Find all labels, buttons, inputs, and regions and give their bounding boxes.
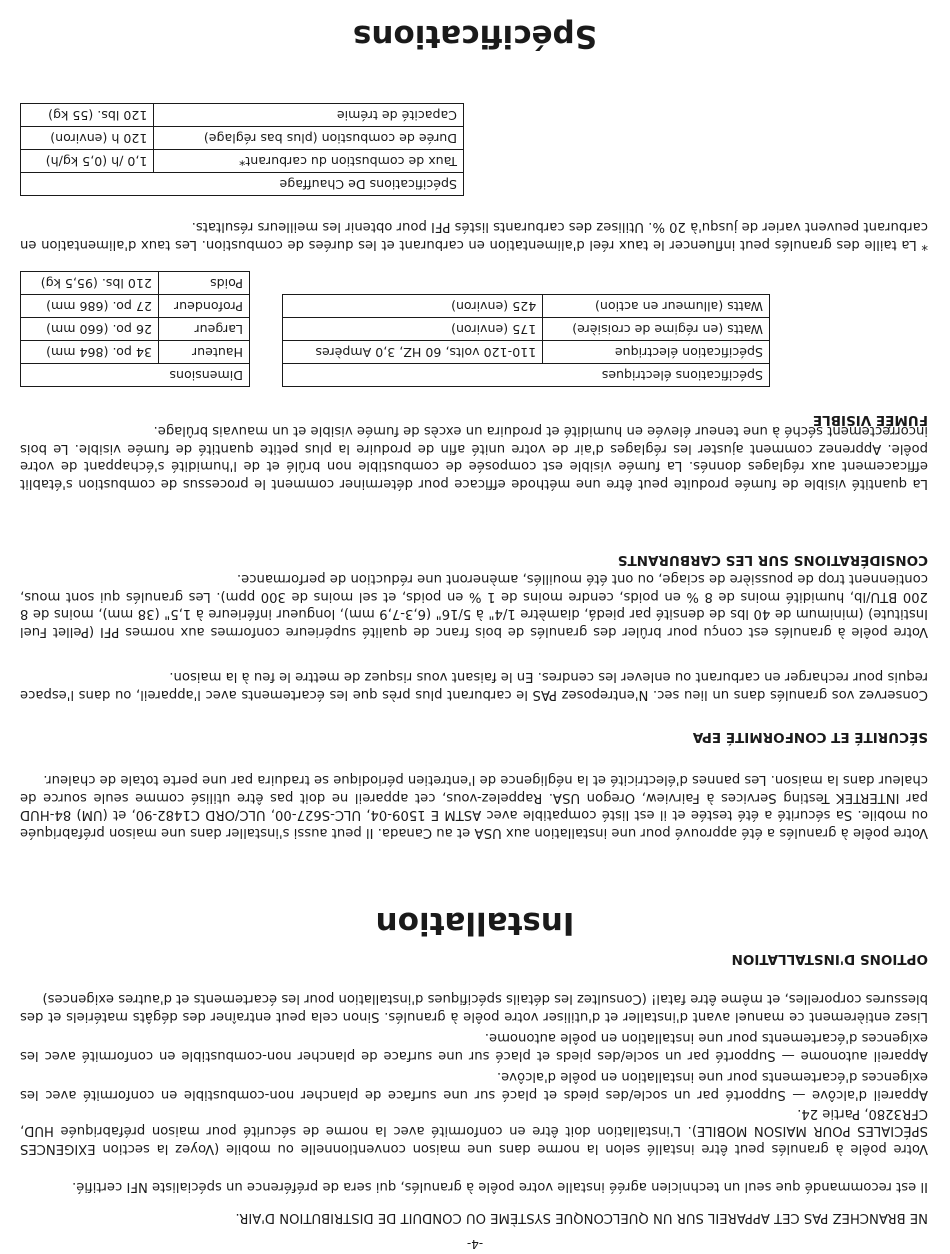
table-row	[21, 272, 250, 295]
electrical-specifications-table	[282, 294, 770, 387]
table-row	[21, 150, 464, 173]
carburants-heading: CONSIDÉRATIONS SUR LES CARBURANTS	[617, 552, 928, 568]
installation-text-1: Lisez entièrement ce manuel avant d'installer et d'utiliser votre poêle à granulés. Sinon cela peut entraîner des dégâts matériels et des blessures corporelles, et même être fatal! (Consultez les détails spécifiques d'installation pour les écartements et d'autres exigences)	[20, 991, 928, 1024]
table-cell-label: Largeur	[158, 318, 249, 341]
carburants-text-2: Conservez vos granulés dans un lieu sec. N'entreposez PAS le carburant plus près que les écartements avec l'appareil, ou dans l'espace requis pour recharger en carburant ou enlever les cendres. En le faisant vous risquez de mettre le feu à la maison.	[20, 669, 928, 702]
table-cell-label: Watts (allumeur en action)	[543, 295, 770, 318]
table-cell-label: Taux de combustion du carburant*	[154, 150, 464, 173]
table-cell-label: Durée de combustion (plus bas réglage)	[154, 127, 464, 150]
table-cell-value: 210 lbs. (95,5 kg)	[21, 272, 159, 295]
table-cell-value: 26 po. (660 mm)	[21, 318, 159, 341]
carburants-text-1: Votre poêle à granulés est conçu pour brûler des granulés de bois franc de qualité supérieure conformes aux normes PFI (Pellet Fuel Institute) (minimum de 40 lbs de densité par piedá, diamètre 1/4" à 5/16" (6,3-7,9 mm), longueur inférieure à 1,5" (38 mm), moins de 8 200 BTU/lb, humidité moins de 8 % en poids, cendre moins de 1 % en poids, et sel moins de 300 ppm). Les granulés qui sont mous, contiennent trop de poussière de sciage, ou ont été mouillés, amèneront une réduction de performance.	[20, 571, 928, 639]
table-cell-value: 34 po. (864 mm)	[21, 341, 159, 364]
installation-options-heading: OPTIONS D'INSTALLATION	[731, 951, 928, 967]
epa-text: Votre poêle à granulés a été approuvé pour une installation aux USA et au Canada. Il peut aussi s'installer dans une maison préfabriquée ou mobile. Sa sécurité a été testée et il est listé compatible avec ASTM E 1509-04, ULC-S627-00, ULC/ORD C1482-90, et (UM) 84-HUD par INTERTEK Testing Services à Fairview, Oregon USA. Rappelez-vous, cet appareil ne doit pas être utilisé comme seule source de chaleur dans la maison. Les pannes d'électricité et la négligence de l'entretien périodique se traduira par une perte totale de chaleur.	[20, 772, 928, 840]
table-cell-value: 27 po. (686 mm)	[21, 295, 159, 318]
table-cell-value: 120 h (environ)	[21, 127, 154, 150]
epa-heading: SÉCURITÉ ET CONFORMITÉ EPA	[692, 729, 928, 745]
table-row	[283, 318, 770, 341]
installation-text-3: Appareil d'alcôve — Supporté par un socle/des pieds et placé sur une surface de plancher non-combustible en conformité avec les exigences d'écartements pour une installation en poêle d'alcôve.	[20, 1069, 928, 1102]
table-cell-value: 120 lbs. (55 kg)	[21, 104, 154, 127]
specifications-title: Spécifications	[352, 18, 598, 54]
dimensions-table	[20, 271, 250, 387]
electrical-table-header: Spécifications électriques	[283, 364, 770, 387]
dimensions-table-header: Dimensions	[21, 364, 250, 387]
table-row	[21, 318, 250, 341]
installation-text-5: Il est recommandé que seul un technicien agréé installe votre poêle à granulés, qui sera de préférence un spécialiste NFI certifié.	[72, 1179, 928, 1194]
installation-text-2: Appareil autonome — Supporté par un socle/des pieds et placé sur une surface de plancher non-combustible en conformité avec les exigences d'écartements pour une installation en poêle autonome.	[20, 1030, 928, 1063]
table-cell-label: Poids	[158, 272, 249, 295]
table-row	[21, 295, 250, 318]
heating-specifications-table	[20, 103, 464, 196]
table-row	[21, 104, 464, 127]
table-cell-label: Spécification électrique	[543, 341, 770, 364]
page-number: -4-	[466, 1237, 484, 1251]
table-cell-value: 425 (environ)	[283, 295, 543, 318]
table-row	[21, 127, 464, 150]
table-row	[283, 341, 770, 364]
heating-table-header: Spécifications De Chauffage	[21, 173, 464, 196]
table-cell-label: Profondeur	[158, 295, 249, 318]
table-cell-value: 1,0 /h (0,5 kg/h)	[21, 150, 154, 173]
table-row	[283, 295, 770, 318]
table-cell-label: Capacité de trémie	[154, 104, 464, 127]
table-row	[21, 341, 250, 364]
installation-title: Installation	[375, 905, 575, 941]
table-cell-label: Watts (en régime de croisière)	[543, 318, 770, 341]
installation-text-6: NE BRANCHEZ PAS CET APPAREIL SUR UN QUELCONQUE SYSTÈME OU CONDUIT DE DISTRIBUTION D'AIR.	[235, 1210, 928, 1225]
table-cell-value: 175 (environ)	[283, 318, 543, 341]
fumee-visible-heading: FUMÉE VISIBLE	[812, 412, 928, 428]
table-cell-label: Hauteur	[158, 341, 249, 364]
fumee-visible-text: La quantité visible de fumée produite peut être une méthode efficace pour déterminer comment le processus de combustion s'établit efficacement aux réglages donnés. La fumée visible est composée de combustible non brûlé et de l'humidité s'échappant de votre poêle. Apprenez comment ajuster les réglages d'air de votre unité afin de produire la plus petite quantité de fumée visible. Le bois incorrectement séché à une teneur élevée en humidité et produira un excès de fumée visible et un mauvais brûlage.	[20, 423, 928, 491]
specifications-footnote: * La taille des granulés peut influencer le taux réel d'alimentation en carburant et les durées de combustion. Les taux d'alimentation en carburant peuvent varier de jusqu'à 20 %. Utilisez des carburants listés PFI pour obtenir les meilleurs résultats.	[20, 219, 928, 252]
installation-text-4: Votre poêle à granulés peut être installé selon la norme dans une maison conventionnelle ou mobile (Voyez la section EXIGENCES SPÉCIALES POUR MAISON MOBILE). L'installation doit être en conformité avec la norme de sécurité pour maison préfabriquée HUD, CFR3280, Partie 24.	[20, 1106, 928, 1156]
table-cell-value: 110-120 volts, 60 HZ, 3,0 Ampères	[283, 341, 543, 364]
